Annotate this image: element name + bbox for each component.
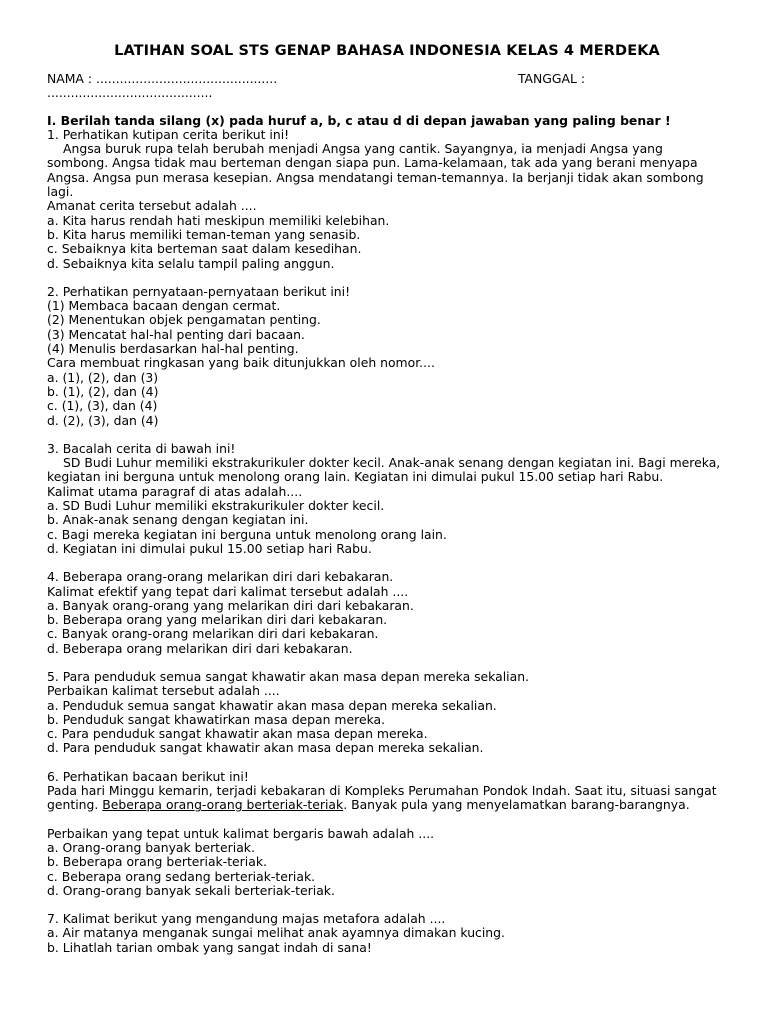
option-c: c. Para penduduk sangat khawatir akan masa depan mereka. [47,726,428,742]
question-intro: 1. Perhatikan kutipan cerita berikut ini! [47,126,290,142]
option-d: d. Para penduduk sangat khawatir akan masa depan mereka sekalian. [47,740,484,756]
instruction: I. Berilah tanda silang (x) pada huruf a, b, c atau d di depan jawaban yang paling benar ! [47,112,671,128]
statement-3: (3) Mencatat hal-hal penting dari bacaan. [47,326,305,342]
option-d: d. Beberapa orang melarikan diri dari kebakaran. [47,640,353,656]
option-c: c. Sebaiknya kita berteman saat dalam kesedihan. [47,241,362,257]
header-row [47,72,727,86]
passage-text: . Banyak pula yang menyelamatkan barang-barangnya. [343,797,690,813]
option-b: b. Beberapa orang yang melarikan diri dari kebakaran. [47,612,388,628]
question-7 [47,912,727,955]
question-text: Amanat cerita tersebut adalah .... [47,198,257,214]
question-text: Perbaikan kalimat tersebut adalah .... [47,683,280,699]
question-6 [47,770,727,898]
option-a: a. Banyak orang-orang yang melarikan diri dari kebakaran. [47,597,414,613]
option-b: b. Kita harus memiliki teman-teman yang senasib. [47,226,361,242]
worksheet [47,43,727,969]
option-d: d. Sebaiknya kita selalu tampil paling anggun. [47,255,335,271]
page-title: LATIHAN SOAL STS GENAP BAHASA INDONESIA KELAS 4 MERDEKA [114,43,660,59]
question-5 [47,670,727,756]
option-a: a. Orang-orang banyak berteriak. [47,839,255,855]
option-b: b. Anak-anak senang dengan kegiatan ini. [47,512,309,528]
statement-4: (4) Menulis berdasarkan hal-hal penting. [47,341,299,357]
question-text: Kalimat utama paragraf di atas adalah.... [47,483,303,499]
option-a: a. Penduduk semua sangat khawatir akan masa depan mereka sekalian. [47,697,497,713]
question-text: Kalimat efektif yang tepat dari kalimat tersebut adalah .... [47,583,409,599]
option-a: a. SD Budi Luhur memiliki ekstrakurikuler dokter kecil. [47,498,385,514]
spacer [47,813,727,827]
passage: SD Budi Luhur memiliki ekstrakurikuler dokter kecil. Anak-anak senang dengan kegiatan ini. Bagi mereka, kegiatan ini berguna untuk menolong orang lain. Kegiatan ini dimulai pukul 15.00 setiap hari Rabu. [47,455,721,485]
date-field-label: TANGGAL : [517,71,585,86]
question-intro: 7. Kalimat berikut yang mengandung majas metafora adalah .... [47,911,446,927]
name-field-label: NAMA : .............................................. [47,71,278,86]
option-d: d. Orang-orang banyak sekali berteriak-teriak. [47,882,335,898]
option-b: b. Lihatlah tarian ombak yang sangat indah di sana! [47,939,372,955]
question-text: Perbaikan yang tepat untuk kalimat bergaris bawah adalah .... [47,825,435,841]
question-intro: 5. Para penduduk semua sangat khawatir akan masa depan mereka sekalian. [47,668,530,684]
question-3 [47,442,727,556]
question-intro: 3. Bacalah cerita di bawah ini! [47,440,236,456]
option-d: d. (2), (3), dan (4) [47,412,159,428]
option-d: d. Kegiatan ini dimulai pukul 15.00 setiap hari Rabu. [47,540,372,556]
question-intro: 4. Beberapa orang-orang melarikan diri dari kebakaran. [47,569,394,585]
option-b: b. (1), (2), dan (4) [47,383,159,399]
statement-1: (1) Membaca bacaan dengan cermat. [47,298,281,314]
header-dots: .......................................... [47,85,213,101]
passage [47,784,727,813]
question-4 [47,570,727,656]
passage: Angsa buruk rupa telah berubah menjadi Angsa yang cantik. Sayangnya, ia menjadi Angsa yang sombong. Angsa tidak mau berteman dengan siapa pun. Lama-kelamaan, tak ada yang berani menyapa Angsa. Angsa pun merasa kesepian. Angsa mendatangi teman-temannya. Ia berjanji tidak akan sombong lagi. [47,141,704,200]
option-a: a. (1), (2), dan (3) [47,369,159,385]
question-1 [47,128,727,271]
option-c: c. Bagi mereka kegiatan ini berguna untuk menolong orang lain. [47,526,447,542]
question-text: Cara membuat ringkasan yang baik ditunjukkan oleh nomor.... [47,355,435,371]
question-intro: 6. Perhatikan bacaan berikut ini! [47,768,249,784]
option-b: b. Penduduk sangat khawatirkan masa depan mereka. [47,711,386,727]
question-intro: 2. Perhatikan pernyataan-pernyataan berikut ini! [47,283,351,299]
passage-text: Pada hari Minggu kemarin, terjadi kebakaran di Kompleks Perumahan Pondok Indah. Saat itu, situasi sangat genting. [47,783,717,813]
underlined-sentence: Beberapa orang-orang berteriak-teriak [102,797,344,813]
option-a: a. Air matanya menganak sungai melihat anak ayamnya dimakan kucing. [47,925,505,941]
option-c: c. Beberapa orang sedang berteriak-teriak. [47,868,316,884]
option-c: c. Banyak orang-orang melarikan diri dari kebakaran. [47,626,379,642]
option-b: b. Beberapa orang berteriak-teriak. [47,854,267,870]
question-2 [47,285,727,428]
option-a: a. Kita harus rendah hati meskipun memiliki kelebihan. [47,212,390,228]
statement-2: (2) Menentukan objek pengamatan penting. [47,312,321,328]
option-c: c. (1), (3), dan (4) [47,398,158,414]
